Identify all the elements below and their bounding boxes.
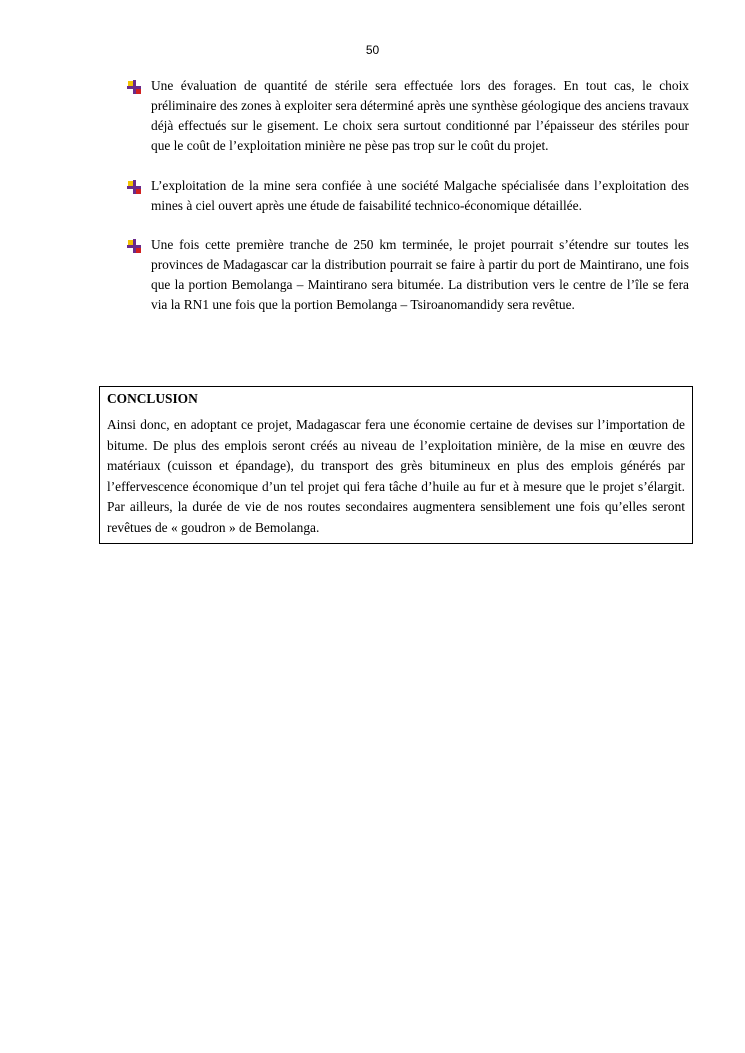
bullet-list — [127, 76, 689, 335]
bullet-text: L’exploitation de la mine sera confiée à une société Malgache spécialisée dans l’exploitation des mines à ciel ouvert après une étude de faisabilité technico-économique détaillée. — [151, 177, 689, 213]
bullet-text: Une fois cette première tranche de 250 km terminée, le projet pourrait s’étendre sur toutes les provinces de Madagascar car la distribution pourrait se faire à partir du port de Maintirano, une fois que la portion Bemolanga – Maintirano sera bitumée. La distribution vers le centre de l’île se fera via la RN1 une fois que la portion Bemolanga – Tsiroanomandidy sera revêtue. — [151, 237, 689, 313]
conclusion-title: CONCLUSION — [107, 391, 198, 406]
bullet-icon — [127, 180, 141, 194]
bullet-icon — [127, 239, 141, 253]
conclusion-box — [99, 386, 693, 544]
bullet-icon — [127, 80, 141, 94]
page-number: 50 — [365, 43, 380, 57]
list-item — [127, 76, 689, 156]
list-item — [127, 235, 689, 315]
bullet-text: Une évaluation de quantité de stérile sera effectuée lors des forages. En tout cas, le choix préliminaire des zones à exploiter sera déterminé après une synthèse géologique des anciens travaux déjà effectués sur le gisement. Le choix sera surtout conditionné par l’épaisseur des stériles pour que le coût de l’exploitation minière ne pèse pas trop sur le coût du projet. — [151, 78, 689, 153]
list-item — [127, 176, 689, 216]
conclusion-text: Ainsi donc, en adoptant ce projet, Madagascar fera une économie certaine de devises sur l’importation de bitume. De plus des emplois seront créés au niveau de l’exploitation minière, de la mise en œuvre des matériaux (cuisson et épandage), du transport des grès bitumineux en plus des emplois générés par l’effervescence économique d’un tel projet qui fera tâche d’huile au fur et à mesure que le projet s’élargit. Par ailleurs, la durée de vie de nos routes secondaires augmentera sensiblement une fois qu’elles seront revêtues de « goudron » de Bemolanga. — [107, 417, 685, 535]
